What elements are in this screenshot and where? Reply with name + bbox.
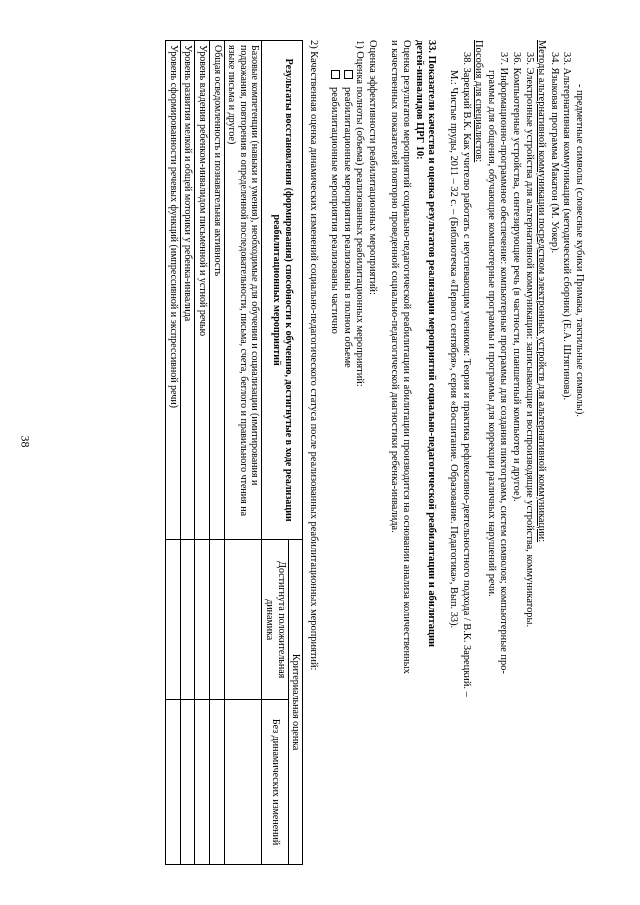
table-row [209, 41, 224, 865]
cell-positive[interactable] [224, 540, 262, 700]
row-label: Базовые компетенции (навыки и умения), необходимые для обучения и социализации (имитирования и подражания, повторения в определенной последовательности, письма, счета, беглого и правильного чтения на языке письма и другое) [224, 41, 262, 540]
checkbox-partial[interactable] [331, 70, 340, 79]
list-item-continuation: граммы для общения, обучающие компьютерные программы и программы для коррекции различных нарушений речи. [485, 70, 497, 597]
paragraph: Оценка результатов мероприятий социально-педагогической реабилитации и абилитации производится на основании анализа количественных [401, 40, 413, 674]
cell-none[interactable] [209, 700, 224, 865]
cell-positive[interactable] [166, 540, 181, 700]
option-partial-label: реабилитационные мероприятия реализованы частично [329, 87, 341, 334]
list-item: 37. Информационно-программное обеспечение: компьютерные программы для создания пиктограмм, систем символов; компьютерные про- [498, 52, 510, 674]
criterial-header: Критериальная оценка [288, 540, 303, 865]
table-row [224, 41, 262, 865]
cell-positive[interactable] [180, 540, 195, 700]
option-partial [328, 40, 341, 865]
row-label: Уровень сформированности речевых функций (импрессивной и экспрессивной речи) [166, 41, 181, 540]
list-item: - предметные символы (словесные кубики Примака, тактильные символы). [574, 84, 585, 417]
table-row [195, 41, 210, 865]
page-number: 38 [18, 435, 33, 448]
checkbox-full[interactable] [344, 70, 353, 79]
table-row [180, 41, 195, 865]
cell-none[interactable] [224, 700, 262, 865]
col-results-header: Результаты восстановления (формирования) способности к обучению, достигнутые в ходе реализации реабилитационных мероприятий [262, 41, 303, 540]
option-full [340, 40, 353, 865]
list-item: 38. Зарецкий В.К. Как учителю работать с неуспевающим учеником: Теория и практика рефлексивно-деятельностного подхода / В.К. Зарецкий. – [460, 52, 472, 697]
section-heading-continuation: детей-инвалидов ЦРГ 10: [413, 40, 425, 160]
evaluation-point-2: 2) Качественная оценка динамических изменений социально-педагогического статуса после реализованных реабилитационных мероприятий: [307, 40, 319, 671]
row-label: Уровень развития мелкой и общей моторики у ребенка-инвалида [180, 41, 195, 540]
section-subheading: Пособия для специалистов: [473, 40, 485, 163]
list-item: 34. Языковая программа Макатон (М. Уокер). [548, 52, 560, 254]
list-item: 35. Электронные устройства для альтернативной коммуникации: записывающие и воспроизводящие устройства, коммуникаторы. [523, 52, 535, 628]
option-full-label: реабилитационные мероприятия реализованы в полном объеме [341, 87, 353, 368]
evaluation-title: Оценка эффективности реабилитационных мероприятий: [367, 40, 379, 295]
dynamics-table [165, 40, 303, 865]
evaluation-point-1: 1) Оценка полноты (объема) реализованных реабилитационных мероприятий: [354, 40, 366, 387]
list-item-continuation: М.: Чистые пруды, 2011 – 32 с. – (Библиотечка «Первого сентября», серия «Воспитание. Образование. Педагогика», Вып. 33). [448, 70, 460, 629]
section-heading: 33. Показатели качества и оценка результатов реализации мероприятий социально-педагогической реабилитации и абилитации [426, 40, 438, 647]
row-label: Общая осведомленность и познавательная активность [209, 41, 224, 540]
row-label: Уровень владения ребенком-инвалидом письменной и устной речью [195, 41, 210, 540]
cell-none[interactable] [166, 700, 181, 865]
cell-positive[interactable] [209, 540, 224, 700]
table-row [166, 41, 181, 865]
cell-none[interactable] [180, 700, 195, 865]
paragraph: и качественных показателей повторно проведенной социально-педагогической диагностики ребенка-инвалида. [388, 40, 400, 533]
col-positive-header: Достигнута положительная динамика [262, 540, 288, 700]
col-none-header: Без динамических изменений [262, 700, 288, 865]
list-item: 36. Компьютерные устройства, синтезирующие речь (в частности, планшетный компьютер и другое). [511, 52, 523, 502]
list-item: 33. Альтернативная коммуникация (методический сборник) (Е.А. Штягинова). [561, 52, 573, 401]
cell-none[interactable] [195, 700, 210, 865]
section-subheading: Методы альтернативной коммуникации посредством электронных устройств для альтернативной коммуникации: [536, 40, 548, 543]
cell-positive[interactable] [195, 540, 210, 700]
page-content [165, 40, 585, 865]
